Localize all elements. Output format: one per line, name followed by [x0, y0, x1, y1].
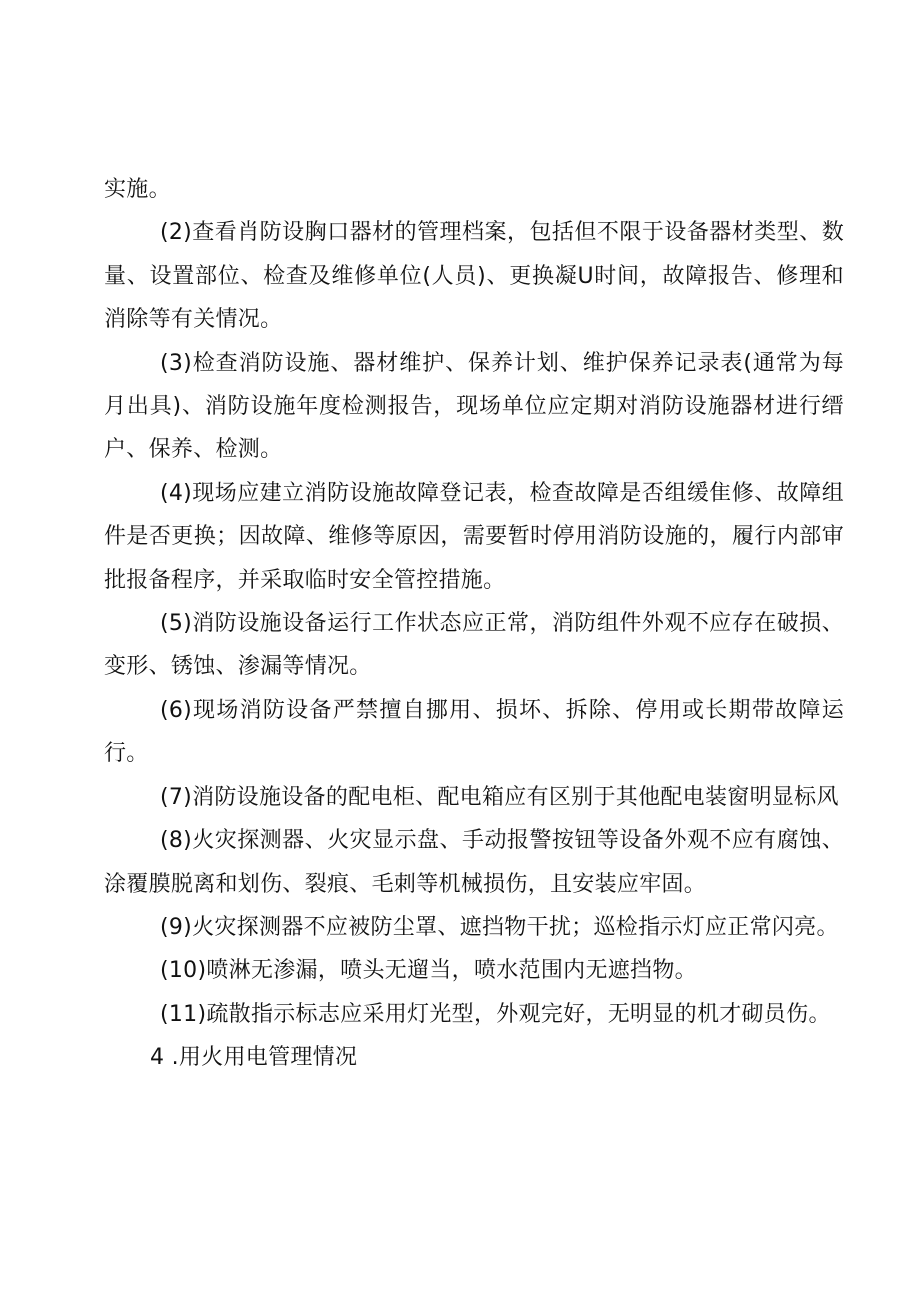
paragraph-item-11: (11)疏散指示标志应采用灯光型，外观完好，无明显的机才砌员伤。 — [160, 1001, 831, 1027]
paragraph-continuation: 实施。 — [104, 177, 171, 202]
section-heading: 4 .用火用电管理情况 — [150, 1045, 358, 1071]
paragraph-item-8: (8)火灾探测器、火灾显示盘、手动报警按钮等设备外观不应有腐蚀、涂覆膜脱离和划伤、裂痕、毛刺等机械损伤，且安装应牢固。 — [104, 828, 844, 897]
document-body — [104, 168, 844, 1080]
paragraph-item-10: (10)喷淋无渗漏，喷头无遛当，喷水范围内无遮挡物。 — [160, 958, 697, 984]
paragraph-item-5: (5)消防设施设备运行工作状态应正常，消防组件外观不应存在破损、变形、锈蚀、渗漏等情况。 — [104, 611, 844, 680]
paragraph-item-3: (3)检查消防设施、器材维护、保养计划、维护保养记录表(通常为每月出具)、消防设施年度检测报告，现场单位应定期对消防设施器材进行缙户、保养、检测。 — [104, 350, 844, 463]
paragraph-item-7: (7)消防设施设备的配电柜、配电箱应有区别于其他配电装窗明显标风 — [160, 784, 839, 810]
paragraph-item-2: (2)查看肖防设胸口器材的管理档案，包括但不限于设备器材类型、数量、设置部位、检查及维修单位(人员)、更换凝U时间，故障报告、修理和消除等有关情况。 — [104, 220, 844, 333]
paragraph-item-6: (6)现场消防设备严禁擅自挪用、损坏、拆除、停用或长期带故障运行。 — [104, 697, 844, 767]
paragraph-item-4: (4)现场应建立消防设施故障登记表，检查故障是否组缓隹修、故障组件是否更换；因故障、维修等原因，需要暂时停用消防设施的，履行内部审批报备程序，并采取临时安全管控措施。 — [104, 480, 844, 593]
paragraph-item-9: (9)火灾探测器不应被防尘罩、遮挡物干扰；巡检指示灯应正常闪亮。 — [160, 914, 839, 940]
